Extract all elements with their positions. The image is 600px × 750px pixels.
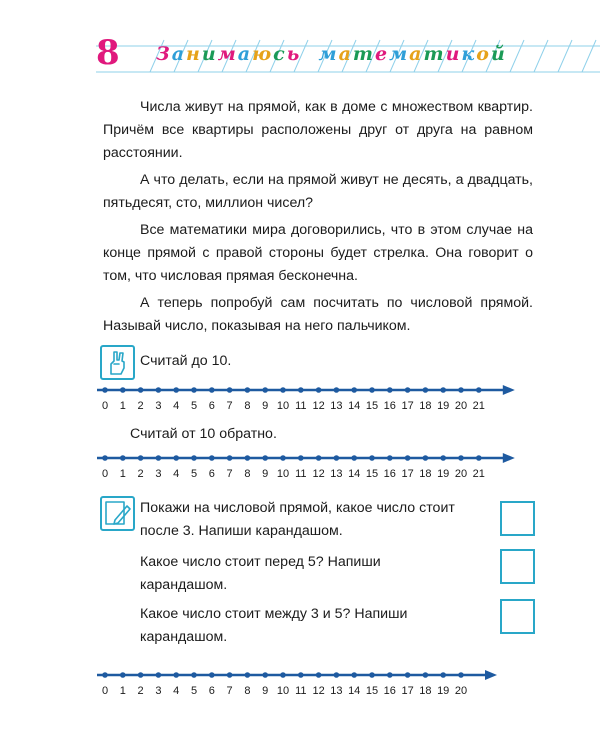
number-line-label: 12 (312, 468, 325, 480)
title-letter: с (273, 43, 287, 65)
number-line-point (262, 672, 268, 678)
number-line-label: 3 (155, 685, 162, 697)
title-letter: З (156, 43, 172, 65)
number-line-label: 10 (276, 468, 290, 480)
number-line-point (102, 387, 108, 393)
number-line-point (156, 455, 162, 461)
number-line-point (138, 455, 144, 461)
number-line-label: 13 (330, 468, 343, 480)
number-line-label: 21 (472, 468, 485, 480)
number-line-point (280, 672, 286, 678)
number-line-label: 11 (295, 685, 307, 697)
number-line-label: 5 (190, 400, 198, 412)
number-line-point (369, 455, 375, 461)
number-line-label: 4 (173, 468, 180, 480)
title-letter: т (423, 43, 446, 65)
question-before-5: Какое число стоит перед 5? Напиши карандашом. (140, 554, 381, 593)
title-letter: ь (286, 43, 302, 65)
number-line-point (440, 387, 446, 393)
number-line-point (351, 455, 357, 461)
number-line-3 (95, 665, 545, 699)
number-line-point (173, 672, 179, 678)
number-line-point (120, 672, 126, 678)
number-line-1 (95, 380, 545, 414)
number-line-point (173, 387, 179, 393)
number-line-label: 17 (401, 400, 414, 412)
number-line-label: 9 (262, 400, 269, 412)
number-line-label: 3 (155, 400, 162, 412)
number-line-label: 1 (119, 468, 126, 480)
number-line-point (316, 672, 322, 678)
number-line-point (262, 455, 268, 461)
number-line-label: 0 (101, 468, 109, 480)
number-line-2 (95, 448, 545, 482)
number-line-point (280, 387, 286, 393)
number-line-point (191, 387, 197, 393)
number-line-label: 2 (137, 400, 144, 412)
title-letter: н (186, 43, 202, 65)
number-line-label: 8 (244, 468, 251, 480)
number-line-label: 15 (365, 685, 379, 697)
number-line-label: 8 (244, 685, 251, 697)
number-line-point (227, 455, 233, 461)
number-line-point (120, 387, 126, 393)
number-line-label: 20 (454, 468, 468, 480)
title-letter: ю (252, 43, 274, 65)
number-line-point (423, 387, 429, 393)
number-line-label: 16 (383, 685, 396, 697)
answer-box-3[interactable] (500, 599, 535, 634)
number-line-label: 13 (330, 400, 343, 412)
title-letter: о (476, 43, 491, 65)
number-line-point (227, 672, 233, 678)
number-line-label: 2 (137, 685, 144, 697)
number-line-point (191, 455, 197, 461)
number-line-point (245, 455, 251, 461)
intro-text (103, 96, 533, 342)
number-line-point (440, 672, 446, 678)
number-line-label: 15 (365, 400, 379, 412)
number-line-point (351, 387, 357, 393)
number-line-label: 1 (119, 685, 126, 697)
number-line-point (334, 455, 340, 461)
title-letter: е (374, 43, 390, 65)
number-line-label: 20 (454, 685, 468, 697)
number-line-label: 13 (330, 685, 343, 697)
number-line-label: 2 (137, 468, 144, 480)
title-letter: а (409, 43, 424, 65)
number-line-point (102, 455, 108, 461)
number-line-point (458, 672, 464, 678)
number-line-point (298, 387, 304, 393)
number-line-point (405, 387, 411, 393)
task-count-to-10: Считай до 10. (140, 353, 232, 369)
number-line-label: 11 (295, 400, 307, 412)
number-line-label: 19 (437, 400, 450, 412)
title-letter: м (318, 43, 339, 65)
number-line-point (387, 672, 393, 678)
number-line-label: 4 (173, 400, 180, 412)
section-title (156, 40, 507, 68)
title-letter: м (217, 43, 238, 65)
number-line-label: 5 (190, 468, 198, 480)
number-line-label: 15 (365, 468, 379, 480)
number-line-label: 10 (276, 685, 290, 697)
number-line-point (458, 387, 464, 393)
number-line-point (209, 672, 215, 678)
number-line-point (102, 672, 108, 678)
paragraph: Числа живут на прямой, как в доме с множеством квартир. Причём все квартиры расположены друг от друга на равном расстоянии. (103, 99, 533, 161)
title-letter: т (352, 43, 375, 65)
number-line-point (387, 387, 393, 393)
question-after-3: Покажи на числовой прямой, какое число стоит после 3. Напиши карандашом. (140, 500, 455, 539)
number-line-label: 0 (101, 400, 109, 412)
number-line-point (440, 455, 446, 461)
number-line-point (156, 387, 162, 393)
number-line-label: 6 (208, 400, 215, 412)
number-line-label: 7 (226, 400, 233, 412)
title-letter: а (171, 43, 187, 65)
title-letter: а (237, 43, 253, 65)
number-line-point (405, 455, 411, 461)
number-line-label: 18 (419, 685, 432, 697)
number-line-point (245, 387, 251, 393)
number-line-label: 4 (173, 685, 180, 697)
number-line-label: 19 (437, 468, 450, 480)
number-line-label: 19 (437, 685, 450, 697)
answer-box-1[interactable] (500, 501, 535, 536)
number-line-point (173, 455, 179, 461)
number-line-point (138, 387, 144, 393)
number-line-point (423, 672, 429, 678)
number-line-label: 16 (383, 468, 396, 480)
number-line-label: 17 (401, 468, 414, 480)
number-line-label: 18 (419, 468, 432, 480)
number-line-point (369, 672, 375, 678)
number-line-point (458, 455, 464, 461)
number-line-point (387, 455, 393, 461)
number-line-label: 6 (208, 468, 215, 480)
title-letter: и (201, 43, 218, 65)
number-line-label: 9 (262, 468, 269, 480)
title-letter: й (490, 43, 507, 65)
title-letter: к (461, 43, 477, 65)
number-line-point (262, 387, 268, 393)
number-line-point (191, 672, 197, 678)
number-line-label: 14 (348, 468, 361, 480)
paragraph: А что делать, если на прямой живут не десять, а двадцать, пятьдесят, сто, миллион чисел? (103, 172, 533, 211)
title-letter: и (445, 43, 462, 65)
number-line-label: 3 (155, 468, 162, 480)
number-line-label: 7 (226, 468, 233, 480)
number-line-point (245, 672, 251, 678)
counting-hand-icon (100, 345, 135, 380)
number-line-label: 18 (419, 400, 432, 412)
number-line-arrow (503, 453, 515, 463)
task-count-back: Считай от 10 обратно. (130, 426, 277, 442)
title-letter (301, 40, 318, 68)
number-line-point (156, 672, 162, 678)
number-line-label: 20 (454, 400, 468, 412)
number-line-point (209, 387, 215, 393)
number-line-point (280, 455, 286, 461)
number-line-label: 9 (262, 685, 269, 697)
number-line-label: 17 (401, 685, 414, 697)
number-line-point (405, 672, 411, 678)
number-line-point (369, 387, 375, 393)
number-line-label: 21 (472, 400, 485, 412)
title-letter: а (338, 43, 353, 65)
number-line-label: 1 (119, 400, 126, 412)
number-line-arrow (485, 670, 497, 680)
number-line-label: 12 (312, 400, 325, 412)
number-line-arrow (503, 385, 515, 395)
paragraph: Все математики мира договорились, что в этом случае на конце прямой с правой стороны будет стрелка. Она говорит о том, что числовая прямая бесконечна. (103, 222, 533, 284)
number-line-point (476, 387, 482, 393)
number-line-label: 8 (244, 400, 251, 412)
number-line-label: 7 (226, 685, 233, 697)
number-line-point (476, 455, 482, 461)
number-line-label: 14 (348, 685, 361, 697)
number-line-point (298, 455, 304, 461)
number-line-label: 14 (348, 400, 361, 412)
number-line-label: 6 (208, 685, 215, 697)
number-line-label: 11 (295, 468, 307, 480)
paragraph: А теперь попробуй сам посчитать по числовой прямой. Называй число, показывая на него пальчиком. (103, 295, 533, 334)
number-line-point (120, 455, 126, 461)
number-line-point (316, 387, 322, 393)
question-between-3-5: Какое число стоит между 3 и 5? Напиши карандашом. (140, 606, 408, 645)
page-number: 8 (96, 33, 120, 73)
number-line-point (227, 387, 233, 393)
number-line-point (316, 455, 322, 461)
number-line-label: 5 (190, 685, 198, 697)
number-line-label: 0 (101, 685, 109, 697)
number-line-point (334, 387, 340, 393)
number-line-point (298, 672, 304, 678)
number-line-label: 12 (312, 685, 325, 697)
number-line-label: 16 (383, 400, 396, 412)
number-line-label: 10 (276, 400, 290, 412)
pencil-writing-icon (100, 496, 135, 531)
answer-box-2[interactable] (500, 549, 535, 584)
number-line-point (209, 455, 215, 461)
number-line-point (138, 672, 144, 678)
number-line-point (334, 672, 340, 678)
number-line-point (423, 455, 429, 461)
number-line-point (351, 672, 357, 678)
title-letter: м (389, 43, 410, 65)
